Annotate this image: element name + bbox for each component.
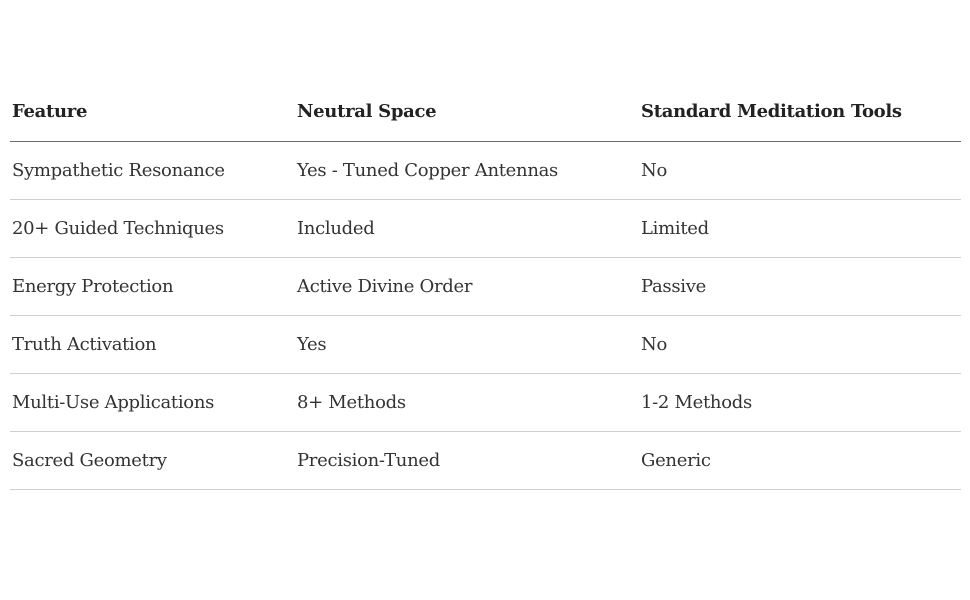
neutral-space-cell: Yes <box>295 316 639 374</box>
standard-tools-cell: No <box>639 142 961 200</box>
feature-cell: Energy Protection <box>10 258 295 316</box>
column-header-neutral-space: Neutral Space <box>295 82 639 142</box>
header-row <box>10 82 961 142</box>
neutral-space-cell: 8+ Methods <box>295 374 639 432</box>
comparison-table <box>10 82 961 490</box>
neutral-space-cell: Precision-Tuned <box>295 432 639 490</box>
feature-cell: Truth Activation <box>10 316 295 374</box>
table-header <box>10 82 961 142</box>
table-row <box>10 316 961 374</box>
table-row <box>10 258 961 316</box>
neutral-space-cell: Included <box>295 200 639 258</box>
standard-tools-cell: Passive <box>639 258 961 316</box>
neutral-space-cell: Active Divine Order <box>295 258 639 316</box>
table-row <box>10 374 961 432</box>
table-row <box>10 200 961 258</box>
feature-cell: 20+ Guided Techniques <box>10 200 295 258</box>
table-body <box>10 142 961 490</box>
feature-cell: Sacred Geometry <box>10 432 295 490</box>
standard-tools-cell: Limited <box>639 200 961 258</box>
table-row <box>10 142 961 200</box>
feature-cell: Multi-Use Applications <box>10 374 295 432</box>
column-header-standard-tools: Standard Meditation Tools <box>639 82 961 142</box>
column-header-feature: Feature <box>10 82 295 142</box>
neutral-space-cell: Yes - Tuned Copper Antennas <box>295 142 639 200</box>
standard-tools-cell: 1-2 Methods <box>639 374 961 432</box>
standard-tools-cell: Generic <box>639 432 961 490</box>
standard-tools-cell: No <box>639 316 961 374</box>
table-row <box>10 432 961 490</box>
feature-cell: Sympathetic Resonance <box>10 142 295 200</box>
